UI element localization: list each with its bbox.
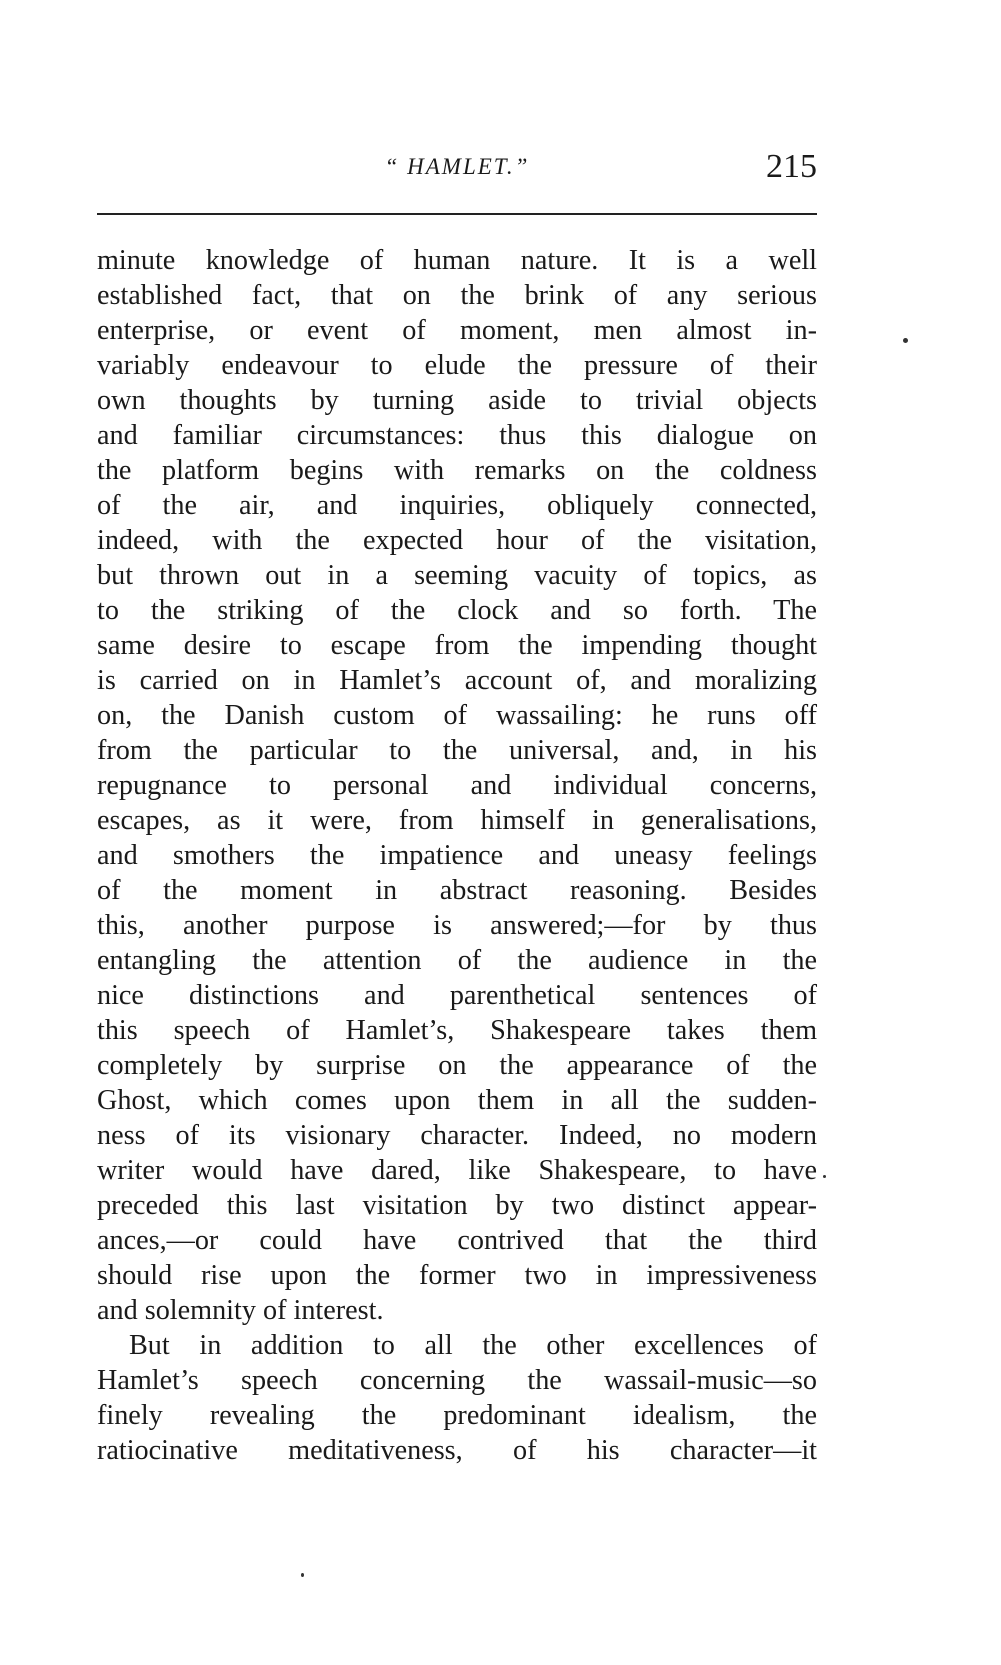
text-line: escapes, as it were, from himself in generalisations, — [97, 805, 817, 836]
text-line: preceded this last visitation by two distinct appear- — [97, 1190, 817, 1221]
text-line: ances,—or could have contrived that the third — [97, 1225, 817, 1256]
text-line: ratiocinative meditativeness, of his character—it — [97, 1435, 817, 1466]
text-line: established fact, that on the brink of any serious — [97, 280, 817, 311]
text-line: should rise upon the former two in impressiveness — [97, 1260, 817, 1291]
text-line: same desire to escape from the impending thought — [97, 630, 817, 661]
text-line: the platform begins with remarks on the coldness — [97, 455, 817, 486]
ink-speck — [301, 1573, 304, 1577]
running-head — [97, 148, 817, 200]
text-line: from the particular to the universal, and, in his — [97, 735, 817, 766]
text-line: indeed, with the expected hour of the visitation, — [97, 525, 817, 556]
text-line: writer would have dared, like Shakespeare, to have — [97, 1155, 817, 1186]
text-line: on, the Danish custom of wassailing: he runs off — [97, 700, 817, 731]
text-line: nice distinctions and parenthetical sentences of — [97, 980, 817, 1011]
text-line: variably endeavour to elude the pressure of their — [97, 350, 817, 381]
text-line: this speech of Hamlet’s, Shakespeare takes them — [97, 1015, 817, 1046]
text-line: repugnance to personal and individual concerns, — [97, 770, 817, 801]
running-title: “ HAMLET.” — [384, 154, 530, 179]
text-line: enterprise, or event of moment, men almost in- — [97, 315, 817, 346]
text-line: of the air, and inquiries, obliquely connected, — [97, 490, 817, 521]
text-line: Hamlet’s speech concerning the wassail-music—so — [97, 1365, 817, 1396]
body-text — [97, 243, 817, 1468]
text-line: finely revealing the predominant idealism, the — [97, 1400, 817, 1431]
header-rule — [97, 213, 817, 215]
ink-speck — [903, 338, 908, 343]
text-line: minute knowledge of human nature. It is a well — [97, 245, 817, 276]
text-line: own thoughts by turning aside to trivial objects — [97, 385, 817, 416]
page-number: 215 — [766, 148, 817, 185]
ink-speck — [823, 1175, 826, 1178]
text-line: and smothers the impatience and uneasy feelings — [97, 840, 817, 871]
text-line: of the moment in abstract reasoning. Besides — [97, 875, 817, 906]
paragraph-end-line: and solemnity of interest. — [97, 1295, 384, 1326]
text-line: this, another purpose is answered;—for by thus — [97, 910, 817, 941]
text-line: Ghost, which comes upon them in all the sudden- — [97, 1085, 817, 1116]
text-line: and familiar circumstances: thus this dialogue on — [97, 420, 817, 451]
text-line: entangling the attention of the audience in the — [97, 945, 817, 976]
text-line: ness of its visionary character. Indeed, no modern — [97, 1120, 817, 1151]
text-line: but thrown out in a seeming vacuity of topics, as — [97, 560, 817, 591]
paragraph-start-line: But in addition to all the other excellences of — [129, 1330, 817, 1361]
text-line: is carried on in Hamlet’s account of, and moralizing — [97, 665, 817, 696]
text-line: to the striking of the clock and so forth. The — [97, 595, 817, 626]
text-line: completely by surprise on the appearance of the — [97, 1050, 817, 1081]
